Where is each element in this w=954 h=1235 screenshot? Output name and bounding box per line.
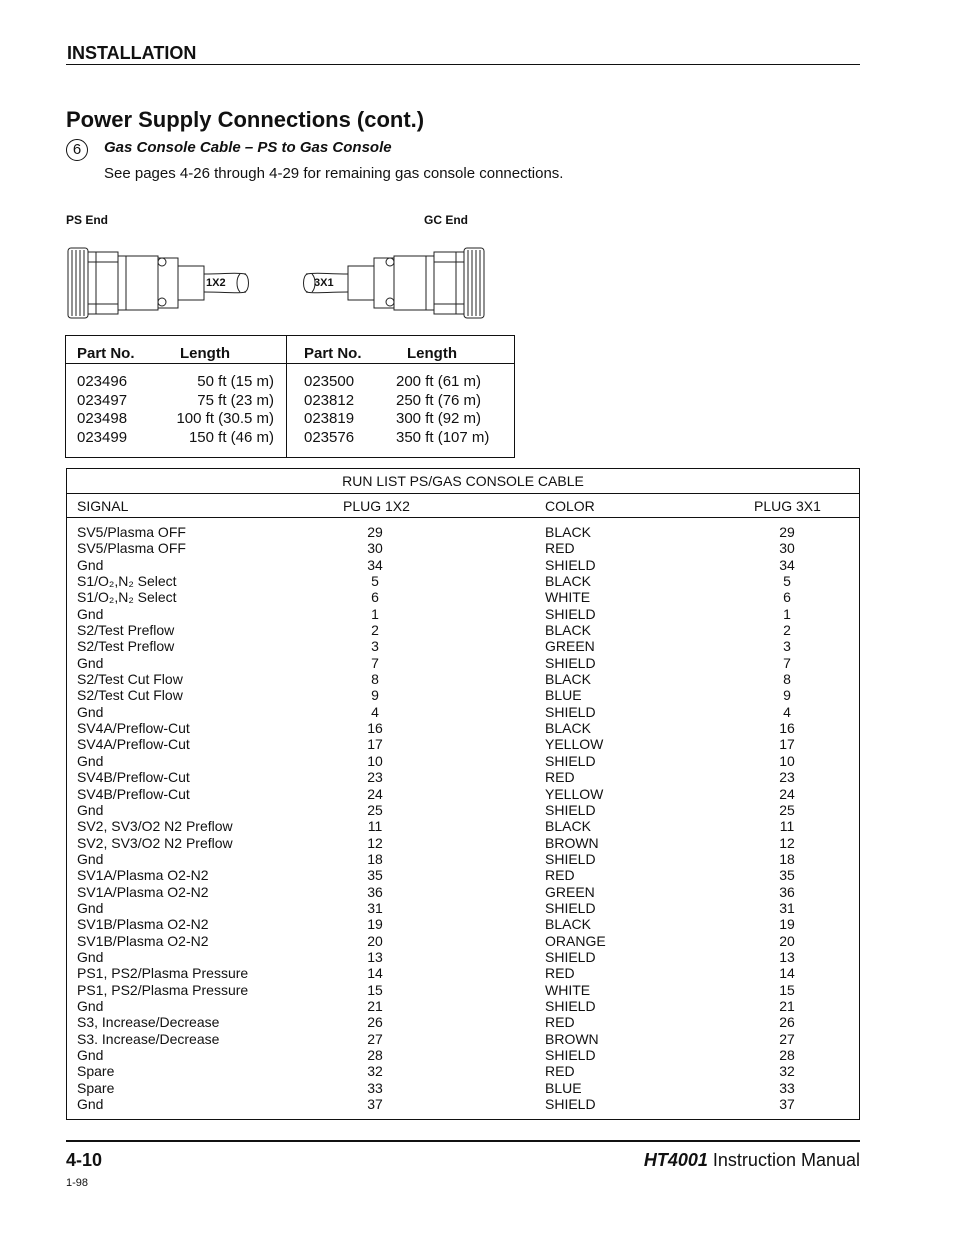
signal-cell: SV2, SV3/O2 N2 Preflow <box>77 818 233 835</box>
color-cell: WHITE <box>545 589 591 606</box>
color-cell: BROWN <box>545 834 599 851</box>
color-cell: YELLOW <box>545 736 604 753</box>
signal-cell: S1/O₂,N₂ Select <box>77 573 177 590</box>
table-divider <box>67 517 859 518</box>
cable-length: 250 ft (76 m) <box>396 391 482 409</box>
signal-cell: Gnd <box>77 1047 104 1063</box>
table-row <box>67 916 859 932</box>
table-row <box>67 1014 859 1030</box>
plug-1x2-cell: 4 <box>371 703 379 720</box>
signal-cell: Gnd <box>77 850 104 867</box>
signal-cell: SV1B/Plasma O2-N2 <box>77 932 209 949</box>
signal-cell: Spare <box>77 1063 115 1080</box>
signal-cell: Gnd <box>77 1096 104 1113</box>
plug-3x1-cell: 34 <box>779 556 795 573</box>
table-row <box>67 622 859 638</box>
table-row <box>67 540 859 556</box>
table-row <box>67 900 859 916</box>
plug-1x2-cell: 17 <box>367 736 383 753</box>
plug-1x2-cell: 19 <box>367 916 383 933</box>
step-title: Gas Console Cable – PS to Gas Console <box>104 139 392 156</box>
top-divider <box>66 64 860 65</box>
plug-3x1-cell: 33 <box>779 1079 795 1096</box>
color-cell: SHIELD <box>545 997 596 1014</box>
plug-1x2-cell: 21 <box>367 997 383 1014</box>
table-row <box>67 687 859 703</box>
run-list-rows <box>67 524 859 1112</box>
table-row <box>67 606 859 622</box>
signal-cell: Gnd <box>77 605 104 622</box>
plug-3x1-cell: 15 <box>779 981 795 998</box>
table-row <box>67 1063 859 1079</box>
part-no-column <box>304 373 354 447</box>
color-cell: BLACK <box>545 671 591 688</box>
plug-3x1-cell: 13 <box>779 948 795 965</box>
plug-1x2-cell: 30 <box>367 540 383 557</box>
plug-3x1-cell: 35 <box>779 867 795 884</box>
plug-1x2-cell: 20 <box>367 932 383 949</box>
plug-3x1-cell: 18 <box>779 850 795 867</box>
step-description: See pages 4-26 through 4-29 for remaining gas console connections. <box>104 165 564 182</box>
color-cell: BLACK <box>545 916 591 933</box>
plug-3x1-cell: 31 <box>779 899 795 916</box>
signal-cell: Gnd <box>77 997 104 1014</box>
table-row <box>67 884 859 900</box>
table-row <box>67 753 859 769</box>
plug-1x2-cell: 12 <box>367 834 383 851</box>
plug-3x1-cell: 28 <box>779 1047 795 1063</box>
table-row <box>67 1080 859 1096</box>
table-row <box>67 949 859 965</box>
color-cell: ORANGE <box>545 932 606 949</box>
cable-length: 100 ft (30.5 m) <box>176 410 274 427</box>
plug-1x2-cell: 29 <box>367 524 383 540</box>
signal-cell: SV1B/Plasma O2-N2 <box>77 916 209 933</box>
color-cell: SHIELD <box>545 556 596 573</box>
plug-1x2-cell: 26 <box>367 1014 383 1031</box>
step-number-badge: 6 <box>66 139 88 161</box>
plug-3x1-cell: 20 <box>779 932 795 949</box>
plug-3x1-cell: 37 <box>779 1096 795 1113</box>
table-row <box>67 736 859 752</box>
part-number: 023819 <box>304 410 355 427</box>
plug-3x1-cell: 32 <box>779 1063 795 1080</box>
plug-1x2-cell: 27 <box>367 1030 383 1047</box>
signal-cell: SV4A/Preflow-Cut <box>77 720 190 737</box>
table-row <box>67 818 859 834</box>
plug-1x2-cell: 37 <box>367 1096 383 1113</box>
plug-1x2-cell: 31 <box>367 899 383 916</box>
color-cell: SHIELD <box>545 605 596 622</box>
signal-cell: SV5/Plasma OFF <box>77 540 186 557</box>
part-number: 023499 <box>77 428 128 446</box>
cable-length-table <box>65 335 515 458</box>
table-row <box>67 589 859 605</box>
color-cell: RED <box>545 540 575 557</box>
plug-3x1-cell: 14 <box>779 965 795 982</box>
gc-end-label: GC End <box>424 213 468 227</box>
table-row <box>67 671 859 687</box>
plug-3x1-cell: 5 <box>783 573 791 590</box>
signal-cell: SV2, SV3/O2 N2 Preflow <box>77 834 233 851</box>
plug-3x1-cell: 36 <box>779 883 795 900</box>
signal-cell: SV4B/Preflow-Cut <box>77 785 190 802</box>
signal-cell: Gnd <box>77 654 104 671</box>
color-cell: SHIELD <box>545 1047 596 1063</box>
plug-1x2-cell: 8 <box>371 671 379 688</box>
color-cell: RED <box>545 1014 575 1031</box>
signal-cell: Gnd <box>77 556 104 573</box>
signal-cell: S2/Test Cut Flow <box>77 687 183 704</box>
signal-cell: S3. Increase/Decrease <box>77 1030 220 1047</box>
signal-cell: S2/Test Cut Flow <box>77 671 183 688</box>
plug-1x2-cell: 32 <box>367 1063 383 1080</box>
section-label: INSTALLATION <box>67 43 197 63</box>
table-row <box>67 704 859 720</box>
plug-1x2-cell: 3 <box>371 638 379 655</box>
signal-cell: S1/O₂,N₂ Select <box>77 589 177 606</box>
signal-cell: PS1, PS2/Plasma Pressure <box>77 981 249 998</box>
part-number: 023500 <box>304 373 355 390</box>
date-code: 1-98 <box>66 1177 89 1189</box>
color-cell: SHIELD <box>545 752 596 769</box>
manual-title <box>644 1150 860 1171</box>
color-cell: WHITE <box>545 981 591 998</box>
table-row <box>67 769 859 785</box>
signal-cell: S2/Test Preflow <box>77 622 175 639</box>
table-row <box>67 638 859 654</box>
cable-length: 150 ft (46 m) <box>188 428 274 446</box>
signal-header: SIGNAL <box>77 498 129 514</box>
length-column <box>166 373 274 447</box>
plug-1x2-cell: 35 <box>367 867 383 884</box>
part-number: 023812 <box>304 391 355 409</box>
part-number: 023497 <box>77 391 128 409</box>
plug-3x1-cell: 26 <box>779 1014 795 1031</box>
color-cell: SHIELD <box>545 899 596 916</box>
table-row <box>67 655 859 671</box>
plug-3x1-cell: 11 <box>779 818 795 835</box>
plug-3x1-cell: 21 <box>779 997 795 1014</box>
plug-1x2-cell: 25 <box>367 801 383 818</box>
signal-cell: SV4B/Preflow-Cut <box>77 769 190 786</box>
plug-3x1-cell: 2 <box>783 622 791 639</box>
color-header: COLOR <box>545 498 595 514</box>
table-row <box>67 573 859 589</box>
color-cell: BLACK <box>545 720 591 737</box>
plug-3x1-cell: 7 <box>783 654 791 671</box>
table-row <box>67 524 859 540</box>
cable-length: 50 ft (15 m) <box>197 373 274 390</box>
signal-cell: Gnd <box>77 752 104 769</box>
ps-plug-label: 1X2 <box>206 277 226 289</box>
color-cell: RED <box>545 769 575 786</box>
signal-cell: Gnd <box>77 948 104 965</box>
table-row <box>67 835 859 851</box>
plug-1x2-cell: 11 <box>367 818 383 835</box>
plug-1x2-cell: 9 <box>371 687 379 704</box>
plug-3x1-cell: 9 <box>783 687 791 704</box>
plug-1x2-cell: 33 <box>367 1079 383 1096</box>
table-row <box>67 557 859 573</box>
color-cell: BLUE <box>545 1079 582 1096</box>
signal-cell: SV1A/Plasma O2-N2 <box>77 883 209 900</box>
part-number: 023496 <box>77 373 128 390</box>
signal-cell: PS1, PS2/Plasma Pressure <box>77 965 249 982</box>
cable-length: 300 ft (92 m) <box>396 410 482 427</box>
plug-3x1-cell: 8 <box>783 671 791 688</box>
part-number: 023576 <box>304 428 355 446</box>
length-header: Length <box>407 345 457 362</box>
table-row <box>67 965 859 981</box>
ps-end-label: PS End <box>66 213 109 227</box>
table-row <box>67 867 859 883</box>
color-cell: GREEN <box>545 638 595 655</box>
manual-suffix: Instruction Manual <box>707 1150 860 1170</box>
table-row <box>67 802 859 818</box>
plug-1x2-cell: 6 <box>371 589 379 606</box>
plug-3x1-cell: 19 <box>779 916 795 933</box>
color-cell: SHIELD <box>545 1096 596 1113</box>
cable-length: 350 ft (107 m) <box>396 428 490 446</box>
signal-cell: S2/Test Preflow <box>77 638 175 655</box>
color-cell: SHIELD <box>545 703 596 720</box>
color-cell: SHIELD <box>545 801 596 818</box>
plug-1x2-cell: 2 <box>371 622 379 639</box>
table-divider <box>286 336 287 457</box>
length-header: Length <box>180 345 230 362</box>
plug-3x1-cell: 24 <box>779 785 795 802</box>
plug-3x1-cell: 6 <box>783 589 791 606</box>
plug-3x1-cell: 23 <box>779 769 795 786</box>
plug-1x2-cell: 18 <box>367 850 383 867</box>
plug-3x1-cell: 27 <box>779 1030 795 1047</box>
table-row <box>67 998 859 1014</box>
table-divider <box>67 493 859 494</box>
color-cell: RED <box>545 1063 575 1080</box>
run-list-table <box>66 468 860 1120</box>
color-cell: BLACK <box>545 524 591 540</box>
table-divider <box>66 363 514 364</box>
cable-length: 200 ft (61 m) <box>396 373 482 390</box>
plug-1x2-cell: 15 <box>367 981 383 998</box>
length-column <box>396 373 489 447</box>
part-no-header: Part No. <box>304 345 362 362</box>
plug-1x2-header: PLUG 1X2 <box>343 498 410 514</box>
color-cell: RED <box>545 867 575 884</box>
plug-1x2-cell: 7 <box>371 654 379 671</box>
table-row <box>67 1096 859 1112</box>
plug-3x1-cell: 10 <box>779 752 795 769</box>
color-cell: SHIELD <box>545 948 596 965</box>
plug-1x2-cell: 1 <box>371 605 379 622</box>
plug-3x1-cell: 30 <box>779 540 795 557</box>
table-row <box>67 851 859 867</box>
plug-1x2-cell: 36 <box>367 883 383 900</box>
plug-1x2-cell: 13 <box>367 948 383 965</box>
plug-3x1-cell: 16 <box>779 720 795 737</box>
table-row <box>67 720 859 736</box>
page-number: 4-10 <box>66 1150 103 1170</box>
plug-1x2-cell: 34 <box>367 556 383 573</box>
color-cell: BROWN <box>545 1030 599 1047</box>
color-cell: YELLOW <box>545 785 604 802</box>
plug-3x1-cell: 29 <box>779 524 795 540</box>
color-cell: SHIELD <box>545 654 596 671</box>
plug-3x1-cell: 12 <box>779 834 795 851</box>
plug-3x1-header: PLUG 3X1 <box>754 498 821 514</box>
plug-1x2-cell: 16 <box>367 720 383 737</box>
manual-model: HT4001 <box>643 1150 708 1170</box>
color-cell: BLUE <box>545 687 582 704</box>
signal-cell: SV5/Plasma OFF <box>77 524 186 540</box>
table-row <box>67 786 859 802</box>
color-cell: BLACK <box>545 818 591 835</box>
table-row <box>67 982 859 998</box>
plug-1x2-cell: 23 <box>367 769 383 786</box>
plug-3x1-cell: 4 <box>783 703 791 720</box>
signal-cell: Spare <box>77 1079 115 1096</box>
color-cell: BLACK <box>545 573 591 590</box>
plug-3x1-cell: 3 <box>783 638 791 655</box>
page-title: Power Supply Connections (cont.) <box>66 107 425 132</box>
plug-1x2-cell: 5 <box>371 573 379 590</box>
run-list-title: RUN LIST PS/GAS CONSOLE CABLE <box>342 473 584 489</box>
plug-3x1-cell: 17 <box>779 736 795 753</box>
plug-1x2-cell: 10 <box>367 752 383 769</box>
part-no-header: Part No. <box>77 345 135 362</box>
cable-length: 75 ft (23 m) <box>197 391 274 409</box>
signal-cell: S3, Increase/Decrease <box>77 1014 220 1031</box>
signal-cell: Gnd <box>77 801 104 818</box>
color-cell: SHIELD <box>545 850 596 867</box>
plug-3x1-cell: 25 <box>779 801 795 818</box>
gc-plug-label: 3X1 <box>314 277 334 289</box>
part-number: 023498 <box>77 410 128 427</box>
plug-3x1-cell: 1 <box>783 605 791 622</box>
part-no-column <box>77 373 127 447</box>
signal-cell: SV1A/Plasma O2-N2 <box>77 867 209 884</box>
color-cell: RED <box>545 965 575 982</box>
table-row <box>67 1031 859 1047</box>
color-cell: GREEN <box>545 883 595 900</box>
plug-1x2-cell: 24 <box>367 785 383 802</box>
table-row <box>67 1047 859 1063</box>
table-row <box>67 933 859 949</box>
signal-cell: Gnd <box>77 703 104 720</box>
plug-1x2-cell: 14 <box>367 965 383 982</box>
signal-cell: Gnd <box>77 899 104 916</box>
bottom-divider <box>66 1140 860 1142</box>
color-cell: BLACK <box>545 622 591 639</box>
plug-1x2-cell: 28 <box>367 1047 383 1063</box>
signal-cell: SV4A/Preflow-Cut <box>77 736 190 753</box>
cable-connector-diagram <box>66 240 486 322</box>
